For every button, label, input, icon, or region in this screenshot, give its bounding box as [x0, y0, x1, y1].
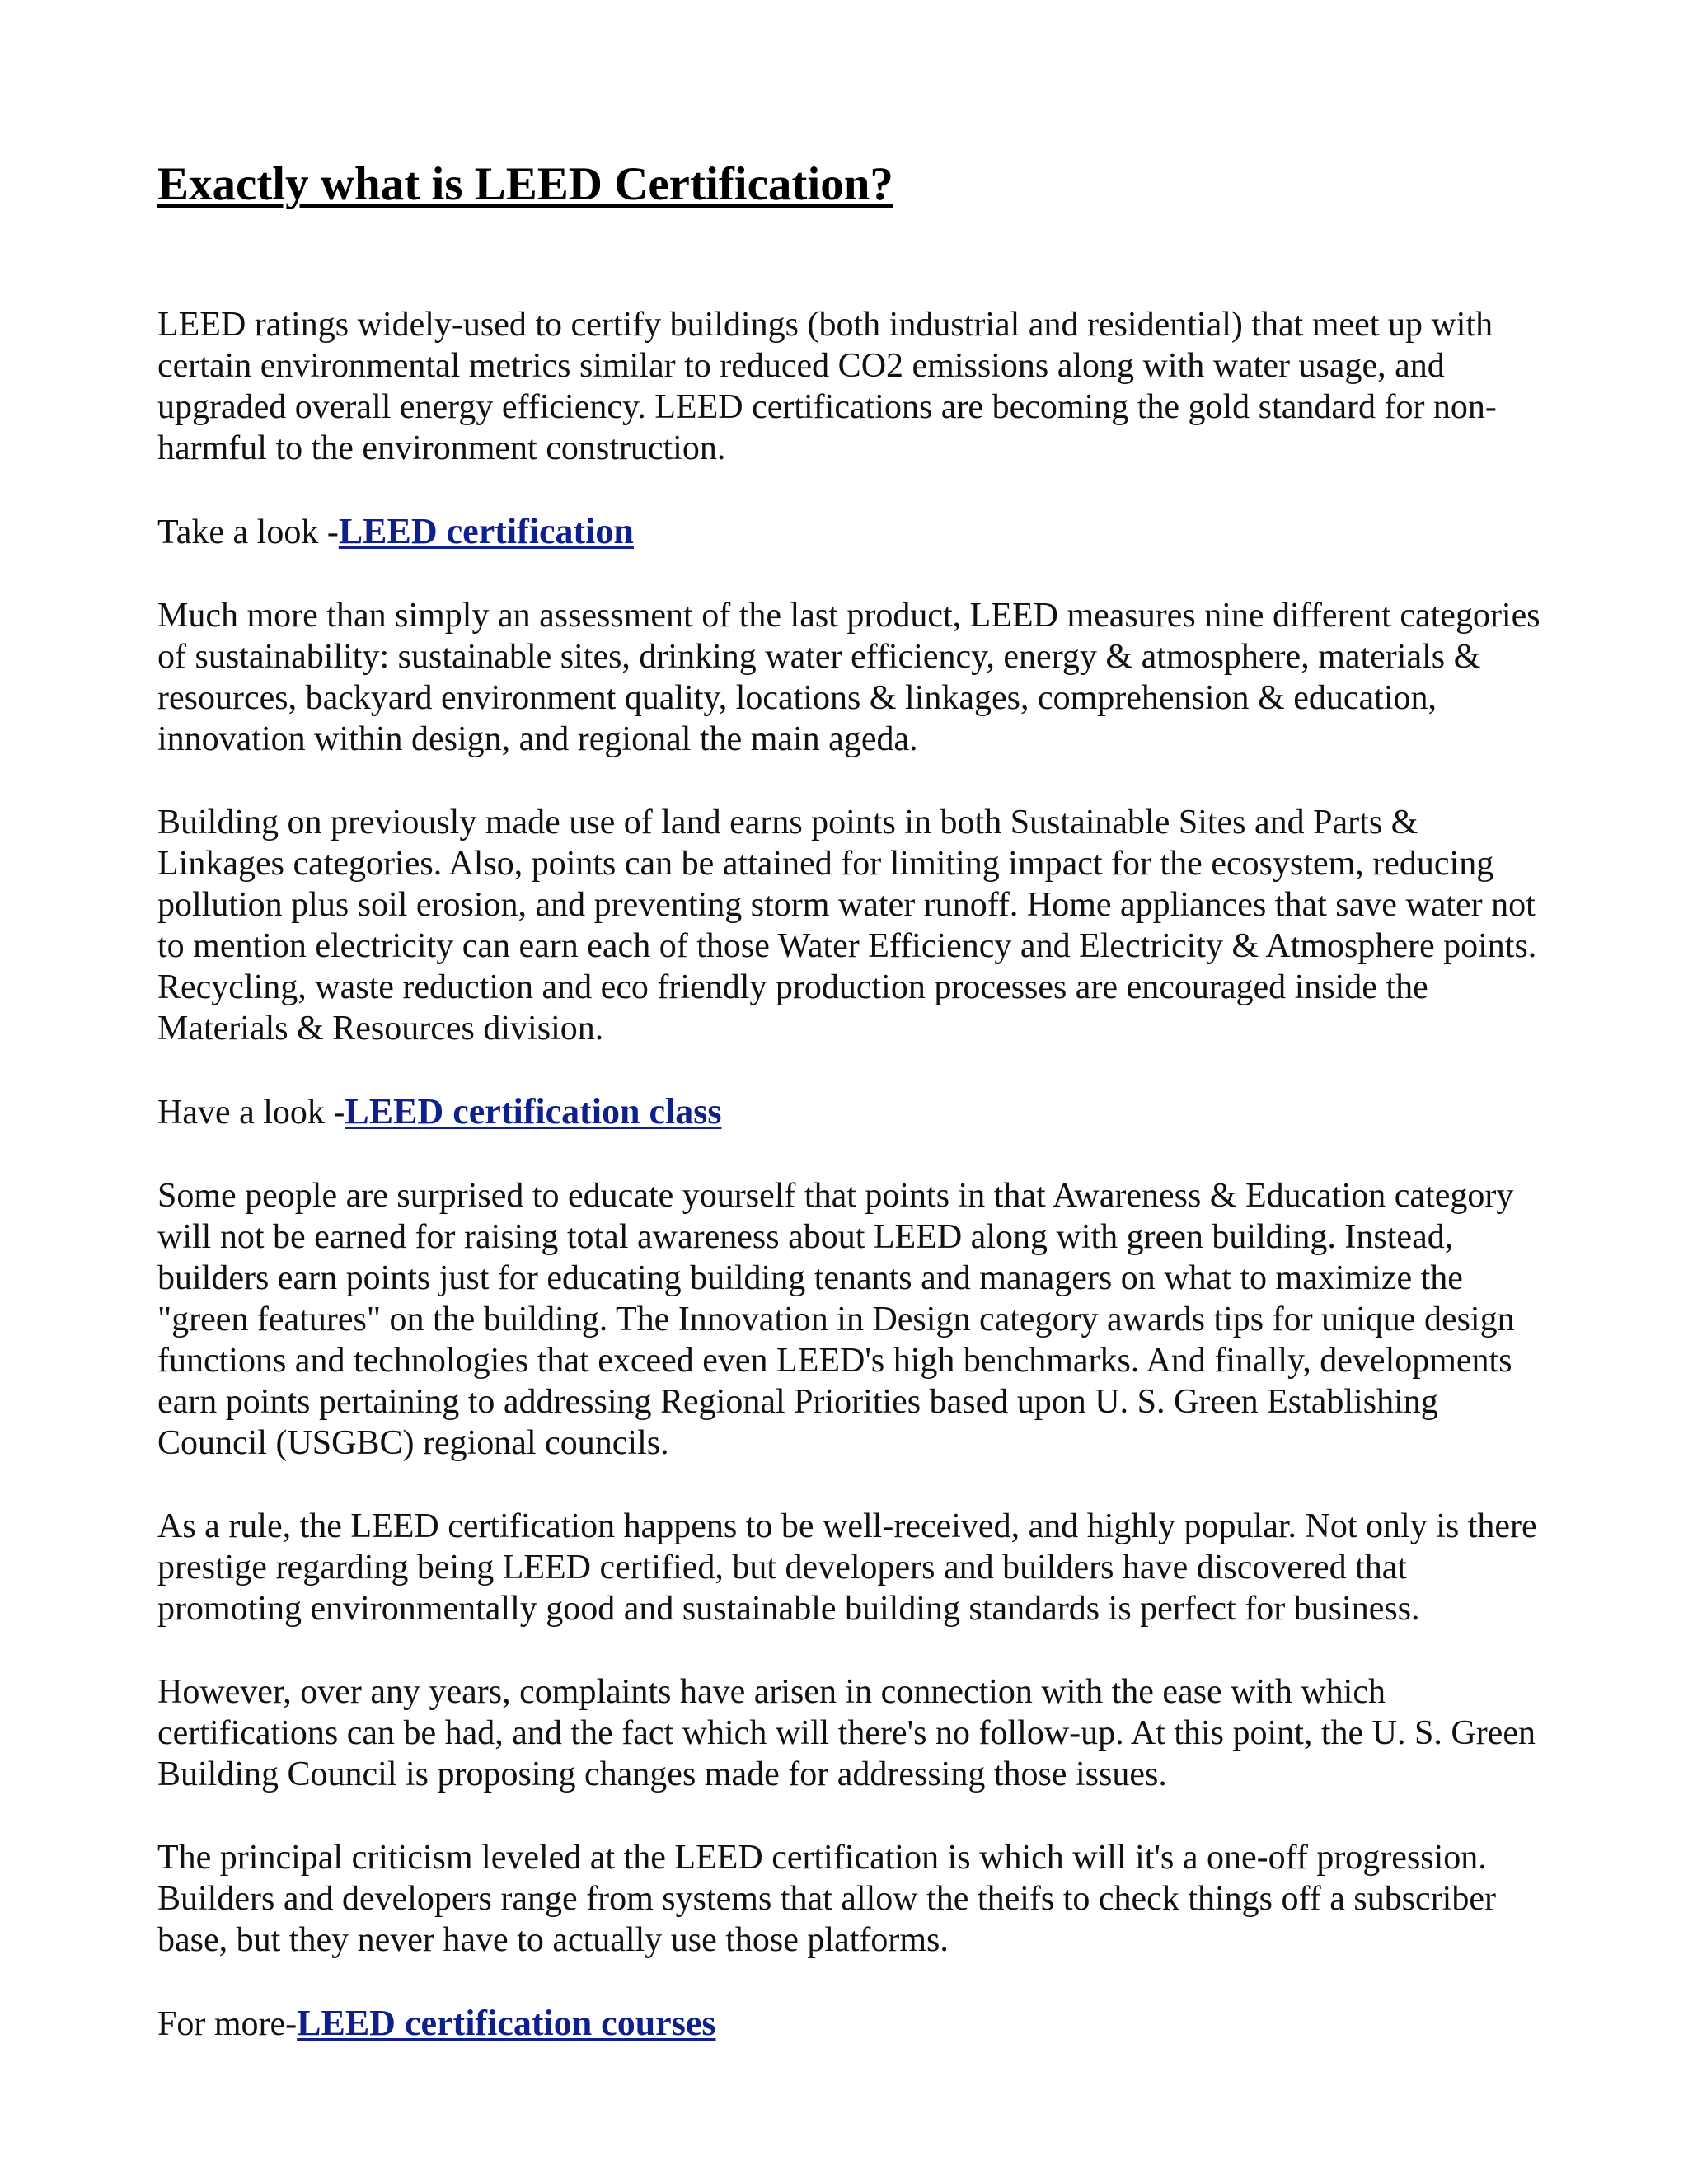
page-title: Exactly what is LEED Certification? — [157, 158, 893, 210]
paragraph-complaints: However, over any years, complaints have arisen in connection with the ease with which certifications can be had, and the fact which will there's no follow-up. At this point, the U. S. Green Building Council is proposing changes made for addressing those issues. — [157, 1673, 1536, 1793]
link-prefix: Take a look - — [157, 513, 339, 551]
paragraph-building-points: Building on previously made use of land earns points in both Sustainable Sites and Parts & Linkages categories. Also, points can be attained for limiting impact for the ecosystem, reducing pollution plus soil erosion, and preventing storm water runoff. Home appliances that save water not to mention electricity can earn each of those Water Efficiency and Electricity & Atmosphere points. Recycling, waste reduction and eco friendly production processes are encouraged inside the Materials & Resources division. — [157, 804, 1537, 1047]
paragraph-awareness-education: Some people are surprised to educate yourself that points in that Awareness & Education category will not be earned for raising total awareness about LEED along with green building. Instead, builders earn points just for educating building tenants and managers on what to maximize the "green features" on the building. The Innovation in Design category awards tips for unique design functions and technologies that exceed even LEED's high benchmarks. And finally, developments earn points pertaining to addressing Regional Priorities based upon U. S. Green Establishing Council (USGBC) regional councils. — [157, 1177, 1515, 1462]
paragraph-categories: Much more than simply an assessment of the last product, LEED measures nine different categories of sustainability: sustainable sites, drinking water efficiency, energy & atmosphere, materials & resources, backyard environment quality, locations & linkages, comprehension & education, innovation within design, and regional the main ageda. — [157, 597, 1540, 758]
document-page — [157, 155, 1542, 2087]
link-prefix: For more- — [157, 2005, 298, 2043]
link-line-for-more — [157, 2003, 1542, 2045]
leed-certification-link[interactable]: LEED certification — [338, 511, 634, 551]
paragraph-well-received: As a rule, the LEED certification happens to be well-received, and highly popular. Not only is there prestige regarding being LEED certified, but developers and builders have discovered that promoting environmentally good and sustainable building standards is perfect for business. — [157, 1507, 1537, 1628]
leed-certification-courses-link[interactable]: LEED certification courses — [297, 2003, 716, 2043]
link-line-take-a-look — [157, 511, 1542, 553]
paragraph-intro: LEED ratings widely-used to certify buildings (both industrial and residential) that meet up with certain environmental metrics similar to reduced CO2 emissions along with water usage, and upgraded overall energy efficiency. LEED certifications are becoming the gold standard for non-harmful to the environment construction. — [157, 306, 1497, 467]
leed-certification-class-link[interactable]: LEED certification class — [345, 1091, 722, 1132]
paragraph-criticism: The principal criticism leveled at the LEED certification is which will it's a one-off progression. Builders and developers range from systems that allow the theifs to check things off a subscriber base, but they never have to actually use those platforms. — [157, 1839, 1496, 1959]
link-prefix: Have a look - — [157, 1094, 345, 1132]
link-line-have-a-look — [157, 1091, 1542, 1133]
